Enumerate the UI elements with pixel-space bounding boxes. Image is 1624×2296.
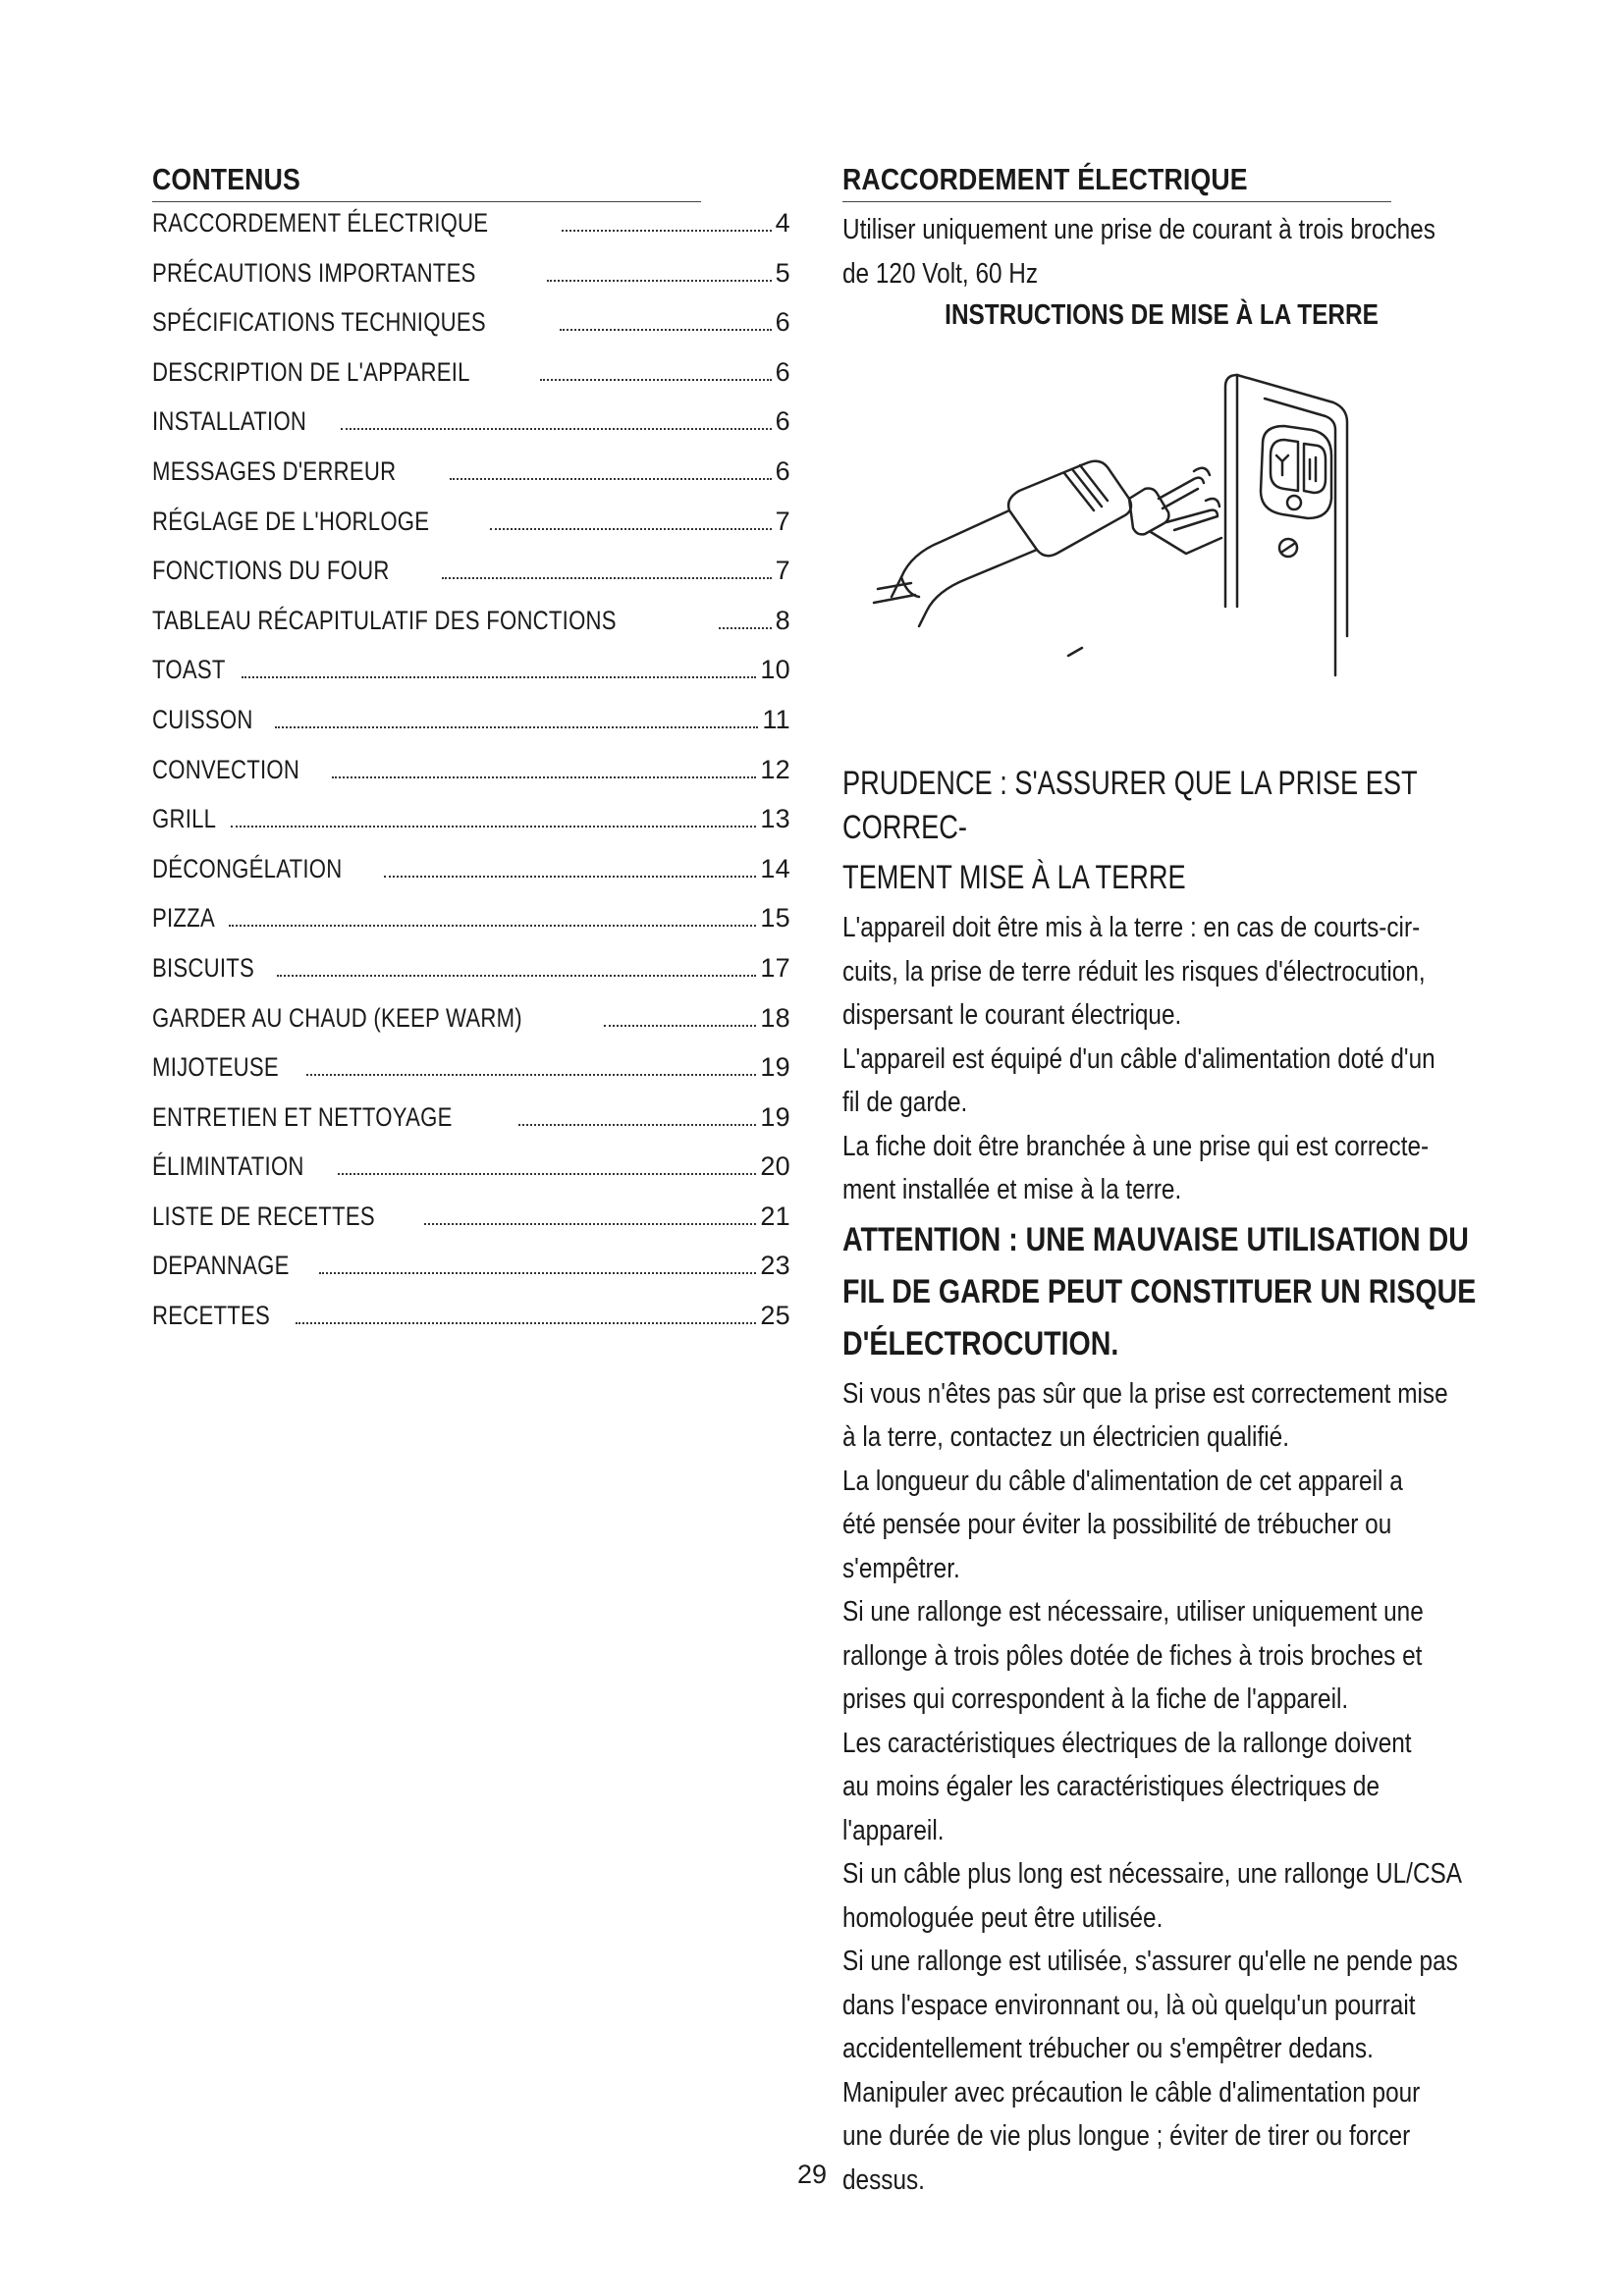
toc-entry-page: 7 [775, 556, 790, 586]
toc-leader-dots [442, 577, 772, 579]
toc-entry-page: 10 [760, 655, 790, 685]
toc-leader-dots [518, 1124, 757, 1126]
toc-entry [152, 1052, 790, 1102]
toc-entry-title: RECETTES [152, 1301, 271, 1331]
toc-list [152, 208, 790, 1351]
toc-entry-title: TABLEAU RÉCAPITULATIF DES FONCTIONS [152, 605, 617, 635]
toc-entry-page: 23 [760, 1251, 790, 1281]
text-line: s'empêtrer. [842, 1552, 960, 1584]
table-of-contents [152, 162, 790, 1351]
toc-entry-title: LISTE DE RECETTES [152, 1201, 375, 1231]
toc-entry [152, 456, 790, 507]
toc-leader-dots [450, 478, 772, 480]
toc-entry-page: 6 [775, 356, 790, 387]
text-line: Si un câble plus long est nécessaire, une rallonge UL/CSA [842, 1858, 1463, 1890]
toc-entry-title: ENTRETIEN ET NETTOYAGE [152, 1101, 453, 1132]
text-line: Si une rallonge est nécessaire, utiliser uniquement une [842, 1596, 1424, 1628]
toc-entry-title: CUISSON [152, 704, 253, 734]
toc-leader-dots [229, 925, 756, 927]
toc-entry [152, 655, 790, 705]
grounding-heading: INSTRUCTIONS DE MISE À LA TERRE [945, 299, 1379, 331]
page-number: 29 [796, 2160, 828, 2189]
toc-leader-dots [319, 1272, 756, 1274]
toc-title: CONTENUS [152, 162, 701, 202]
toc-entry [152, 357, 790, 407]
toc-entry [152, 258, 790, 308]
toc-entry-title: GRILL [152, 804, 217, 834]
plug-outlet-illustration [842, 361, 1481, 734]
toc-entry-title: MESSAGES D'ERREUR [152, 455, 397, 486]
intro-line-2: de 120 Volt, 60 Hz [842, 257, 1039, 290]
toc-entry-page: 15 [760, 903, 790, 934]
toc-leader-dots [231, 826, 757, 828]
caution-line-2: TEMENT MISE À LA TERRE [842, 859, 1186, 896]
toc-entry [152, 804, 790, 854]
toc-entry-page: 11 [762, 704, 790, 734]
toc-leader-dots [384, 876, 756, 878]
text-line: L'appareil doit être mis à la terre : en cas de courts-cir- [842, 912, 1421, 943]
toc-entry [152, 208, 790, 258]
toc-entry-title: CONVECTION [152, 754, 300, 784]
toc-entry-page: 13 [760, 804, 790, 834]
text-line: rallonge à trois pôles dotée de fiches à trois broches et [842, 1639, 1423, 1672]
toc-entry-page: 12 [760, 754, 790, 784]
toc-entry [152, 507, 790, 557]
toc-entry-page: 6 [775, 307, 790, 338]
toc-leader-dots [490, 528, 771, 530]
toc-entry-page: 25 [760, 1301, 790, 1331]
toc-entry-title: DESCRIPTION DE L'APPAREIL [152, 356, 470, 387]
text-line: cuits, la prise de terre réduit les risques d'électrocution, [842, 955, 1426, 988]
toc-entry [152, 606, 790, 656]
toc-entry [152, 755, 790, 805]
toc-leader-dots [562, 230, 771, 232]
warning-block [842, 1216, 1481, 1368]
toc-entry-title: RACCORDEMENT ÉLECTRIQUE [152, 208, 489, 238]
toc-entry-page: 14 [760, 853, 790, 883]
toc-entry-title: ÉLIMINTATION [152, 1151, 304, 1182]
toc-entry-page: 6 [775, 406, 790, 437]
toc-entry-title: INSTALLATION [152, 406, 307, 437]
toc-entry-title: RÉGLAGE DE L'HORLOGE [152, 506, 430, 536]
extension-cord-paragraph [842, 1372, 1481, 2203]
toc-leader-dots [719, 627, 772, 629]
intro-line-1: Utiliser uniquement une prise de courant à trois broches [842, 214, 1435, 245]
text-line: dispersant le courant électrique. [842, 999, 1182, 1031]
toc-entry-page: 18 [760, 1002, 790, 1033]
warning-line: D'ÉLECTROCUTION. [842, 1324, 1119, 1362]
text-line: au moins égaler les caractéristiques électriques de [842, 1771, 1380, 1802]
toc-leader-dots [341, 428, 772, 430]
text-line: l'appareil. [842, 1814, 945, 1846]
electrical-title: RACCORDEMENT ÉLECTRIQUE [842, 162, 1391, 202]
toc-leader-dots [424, 1223, 757, 1225]
toc-leader-dots [306, 1074, 756, 1076]
grounded-plug-icon [872, 361, 1422, 695]
text-line: été pensée pour éviter la possibilité de trébucher ou [842, 1509, 1392, 1540]
text-line: accidentellement trébucher ou s'empêtrer dedans. [842, 2033, 1374, 2064]
toc-entry [152, 1301, 790, 1351]
warning-line: FIL DE GARDE PEUT CONSTITUER UN RISQUE [842, 1272, 1477, 1310]
text-line: ment installée et mise à la terre. [842, 1174, 1182, 1205]
toc-entry-page: 19 [760, 1052, 790, 1083]
toc-entry [152, 854, 790, 904]
toc-entry [152, 1151, 790, 1201]
toc-entry-page: 7 [775, 506, 790, 536]
toc-leader-dots [338, 1173, 757, 1175]
text-line: prises qui correspondent à la fiche de l'appareil. [842, 1683, 1349, 1715]
toc-leader-dots [296, 1322, 756, 1324]
toc-leader-dots [332, 776, 756, 778]
toc-entry [152, 307, 790, 357]
toc-entry-page: 4 [775, 208, 790, 238]
text-line: Les caractéristiques électriques de la rallonge doivent [842, 1727, 1412, 1759]
toc-entry-title: FONCTIONS DU FOUR [152, 556, 390, 586]
text-line: L'appareil est équipé d'un câble d'alimentation doté d'un [842, 1042, 1435, 1075]
text-line: La fiche doit être branchée à une prise qui est correcte- [842, 1130, 1430, 1162]
text-line: homologuée peut être utilisée. [842, 1901, 1164, 1934]
toc-leader-dots [604, 1025, 757, 1027]
toc-entry-page: 21 [760, 1201, 790, 1231]
warning-line: ATTENTION : UNE MAUVAISE UTILISATION DU [842, 1220, 1469, 1258]
text-line: dans l'espace environnant ou, là où quelqu'un pourrait [842, 1989, 1416, 2021]
toc-entry-page: 19 [760, 1101, 790, 1132]
toc-entry-title: BISCUITS [152, 952, 255, 983]
toc-entry-title: PRÉCAUTIONS IMPORTANTES [152, 257, 476, 288]
toc-entry-page: 8 [775, 605, 790, 635]
toc-leader-dots [547, 280, 772, 282]
text-line: dessus. [842, 2163, 925, 2196]
toc-entry-title: SPÉCIFICATIONS TECHNIQUES [152, 307, 486, 338]
toc-entry [152, 406, 790, 456]
electrical-section [842, 162, 1481, 2202]
toc-leader-dots [242, 676, 756, 678]
caution-line-1: PRUDENCE : S'ASSURER QUE LA PRISE EST CORREC- [842, 765, 1418, 846]
toc-entry-title: GARDER AU CHAUD (KEEP WARM) [152, 1002, 522, 1033]
toc-entry [152, 1003, 790, 1053]
toc-entry [152, 1102, 790, 1152]
toc-entry-title: PIZZA [152, 903, 215, 934]
toc-leader-dots [560, 329, 772, 331]
text-line: une durée de vie plus longue ; éviter de tirer ou forcer [842, 2120, 1411, 2152]
text-line: La longueur du câble d'alimentation de cet appareil a [842, 1465, 1403, 1497]
toc-entry-title: DEPANNAGE [152, 1251, 290, 1281]
toc-entry-page: 6 [775, 455, 790, 486]
toc-entry-title: TOAST [152, 655, 226, 685]
grounding-paragraph [842, 906, 1481, 1212]
toc-entry [152, 1251, 790, 1301]
toc-entry-title: DÉCONGÉLATION [152, 853, 343, 883]
toc-entry [152, 1201, 790, 1252]
toc-entry-page: 20 [760, 1151, 790, 1182]
text-line: Manipuler avec précaution le câble d'alimentation pour [842, 2076, 1421, 2109]
toc-entry-page: 17 [760, 952, 790, 983]
text-line: Si vous n'êtes pas sûr que la prise est correctement mise [842, 1377, 1448, 1410]
text-line: à la terre, contactez un électricien qualifié. [842, 1421, 1289, 1453]
toc-leader-dots [275, 726, 758, 728]
text-line: fil de garde. [842, 1087, 968, 1118]
toc-entry [152, 556, 790, 606]
toc-entry [152, 903, 790, 953]
toc-entry-page: 5 [775, 257, 790, 288]
toc-leader-dots [540, 379, 772, 381]
toc-entry [152, 953, 790, 1003]
toc-leader-dots [277, 975, 756, 977]
toc-entry [152, 705, 790, 755]
text-line: Si une rallonge est utilisée, s'assurer qu'elle ne pende pas [842, 1946, 1458, 1977]
toc-entry-title: MIJOTEUSE [152, 1052, 279, 1083]
